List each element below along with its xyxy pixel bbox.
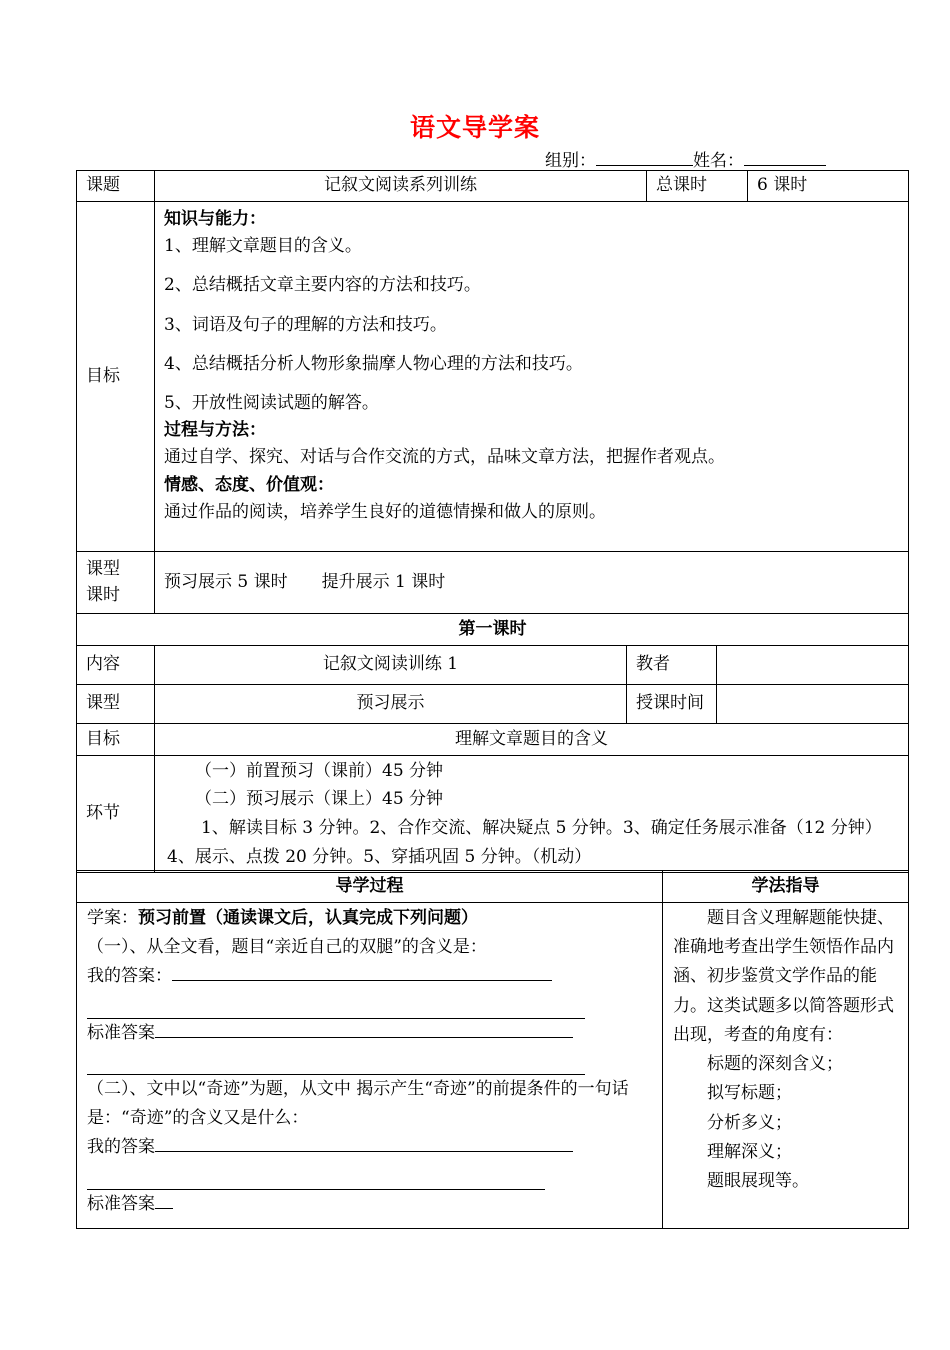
- section-heading-row: [77, 614, 909, 646]
- goals-label: 目标: [77, 202, 155, 552]
- std-answer-label-1: 标准答案: [87, 1022, 155, 1043]
- question-1: （一）、从全文看，题目“亲近自己的双腿”的含义是：: [87, 937, 487, 958]
- answer-1-line: [87, 962, 652, 991]
- goal-row: [77, 724, 909, 756]
- guide-body-row: [77, 903, 909, 1229]
- question-2: （二）、文中以“奇迹”为题，从文中 揭示产生“奇迹”的前提条件的一句话是：“奇迹”的含义又是什么：: [87, 1078, 629, 1129]
- method-item-1: 标题的深刻含义；: [707, 1054, 843, 1075]
- guide-heading-row: [77, 871, 909, 903]
- group-label: 组别：: [545, 151, 596, 171]
- total-hours-value: 6 课时: [748, 171, 909, 202]
- topic-label: 课题: [77, 171, 155, 202]
- steps-cell: [155, 756, 909, 873]
- case-line: [87, 904, 652, 933]
- std-answer-field-1[interactable]: [155, 1021, 573, 1038]
- process-heading: 过程与方法：: [164, 420, 266, 441]
- guide-table: [76, 870, 909, 1229]
- process-heading: 导学过程: [77, 871, 663, 903]
- std-answer-2-line: [87, 1190, 652, 1219]
- knowledge-item-4: 4、总结概括分析人物形象揣摩人物心理的方法和技巧。: [164, 353, 583, 374]
- my-answer-field-2[interactable]: [155, 1135, 573, 1152]
- group-field[interactable]: [596, 151, 693, 166]
- content-value: 记叙文阅读训练 1: [155, 646, 627, 685]
- topic-row: [77, 171, 909, 202]
- method-item-3: 分析多义；: [707, 1112, 792, 1133]
- knowledge-item-1: 1、理解文章题目的含义。: [164, 236, 362, 257]
- process-text: 通过自学、探究、对话与合作交流的方式，品味文章方法，把握作者观点。: [164, 447, 725, 468]
- teacher-value[interactable]: [717, 646, 909, 685]
- answer-2-extra-line[interactable]: [87, 1163, 545, 1190]
- section-heading: 第一课时: [77, 614, 909, 646]
- method-item-2: 拟写标题；: [707, 1083, 792, 1104]
- type-label: 课型: [77, 685, 155, 724]
- method-item-4: 理解深义；: [707, 1141, 792, 1162]
- time-value[interactable]: [717, 685, 909, 724]
- type-row: [77, 685, 909, 724]
- time-label: 授课时间: [627, 685, 717, 724]
- lesson-type-label-2: 课时: [86, 584, 120, 605]
- answer-2-line: [87, 1133, 652, 1162]
- emotion-text: 通过作品的阅读，培养学生良好的道德情操和做人的原则。: [164, 501, 606, 522]
- std-answer-1-extra-line[interactable]: [87, 1048, 585, 1075]
- emotion-heading: 情感、态度、价值观：: [164, 474, 334, 495]
- content-label: 内容: [77, 646, 155, 685]
- goal-value: 理解文章题目的含义: [155, 724, 909, 756]
- steps-row: [77, 756, 909, 873]
- steps-label: 环节: [77, 756, 155, 873]
- step-2: （二）预习展示（课上）45 分钟: [195, 789, 444, 810]
- my-answer-label-2: 我的答案: [87, 1137, 155, 1158]
- page-title: 语文导学案: [409, 113, 540, 142]
- teacher-label: 教者: [627, 646, 717, 685]
- name-field[interactable]: [744, 151, 826, 166]
- knowledge-item-5: 5、开放性阅读试题的解答。: [164, 392, 379, 413]
- guide-process-cell: [77, 903, 663, 1229]
- answer-1-extra-line[interactable]: [87, 992, 585, 1019]
- step-3: 1、解读目标 3 分钟。2、合作交流、解决疑点 5 分钟。3、确定任务展示准备（12 分钟）4、展示、点拨 20 分钟。5、穿插巩固 5 分钟。（机动）: [167, 818, 882, 867]
- method-item-5: 题眼展现等。: [707, 1171, 809, 1192]
- method-intro: 题目含义理解题能快捷、准确地考查出学生领悟作品内涵、初步鉴赏文学作品的能力。这类试题多以简答题形式出现，考查的角度有：: [673, 908, 894, 1045]
- case-title: 预习前置（通读课文后，认真完成下列问题）: [138, 908, 478, 928]
- knowledge-heading: 知识与能力：: [164, 209, 266, 229]
- std-answer-field-2[interactable]: [155, 1192, 173, 1209]
- my-answer-field-1[interactable]: [172, 964, 552, 981]
- content-row: [77, 646, 909, 685]
- guide-method-cell: [663, 903, 909, 1229]
- case-label: 学案：: [87, 908, 138, 928]
- meta-line: [545, 146, 826, 171]
- name-label: 姓名：: [693, 151, 744, 171]
- goal-label: 目标: [77, 724, 155, 756]
- std-answer-1-line: [87, 1019, 652, 1048]
- my-answer-label-1: 我的答案：: [87, 966, 172, 987]
- type-value: 预习展示: [155, 685, 627, 724]
- knowledge-item-2: 2、总结概括文章主要内容的方法和技巧。: [164, 275, 481, 296]
- lesson-type-label-1: 课型: [86, 559, 120, 579]
- lesson-type-value: 预习展示 5 课时 提升展示 1 课时: [155, 552, 909, 614]
- goals-cell: [155, 202, 909, 552]
- goals-row: [77, 202, 909, 552]
- step-1: （一）前置预习（课前）45 分钟: [195, 760, 444, 781]
- plan-table: [76, 170, 909, 873]
- topic-value: 记叙文阅读系列训练: [155, 171, 647, 202]
- std-answer-label-2: 标准答案: [87, 1193, 155, 1214]
- knowledge-item-3: 3、词语及句子的理解的方法和技巧。: [164, 314, 447, 335]
- total-hours-label: 总课时: [647, 171, 748, 202]
- lesson-type-row: [77, 552, 909, 614]
- lesson-type-label: [77, 552, 155, 614]
- method-heading: 学法指导: [663, 871, 909, 903]
